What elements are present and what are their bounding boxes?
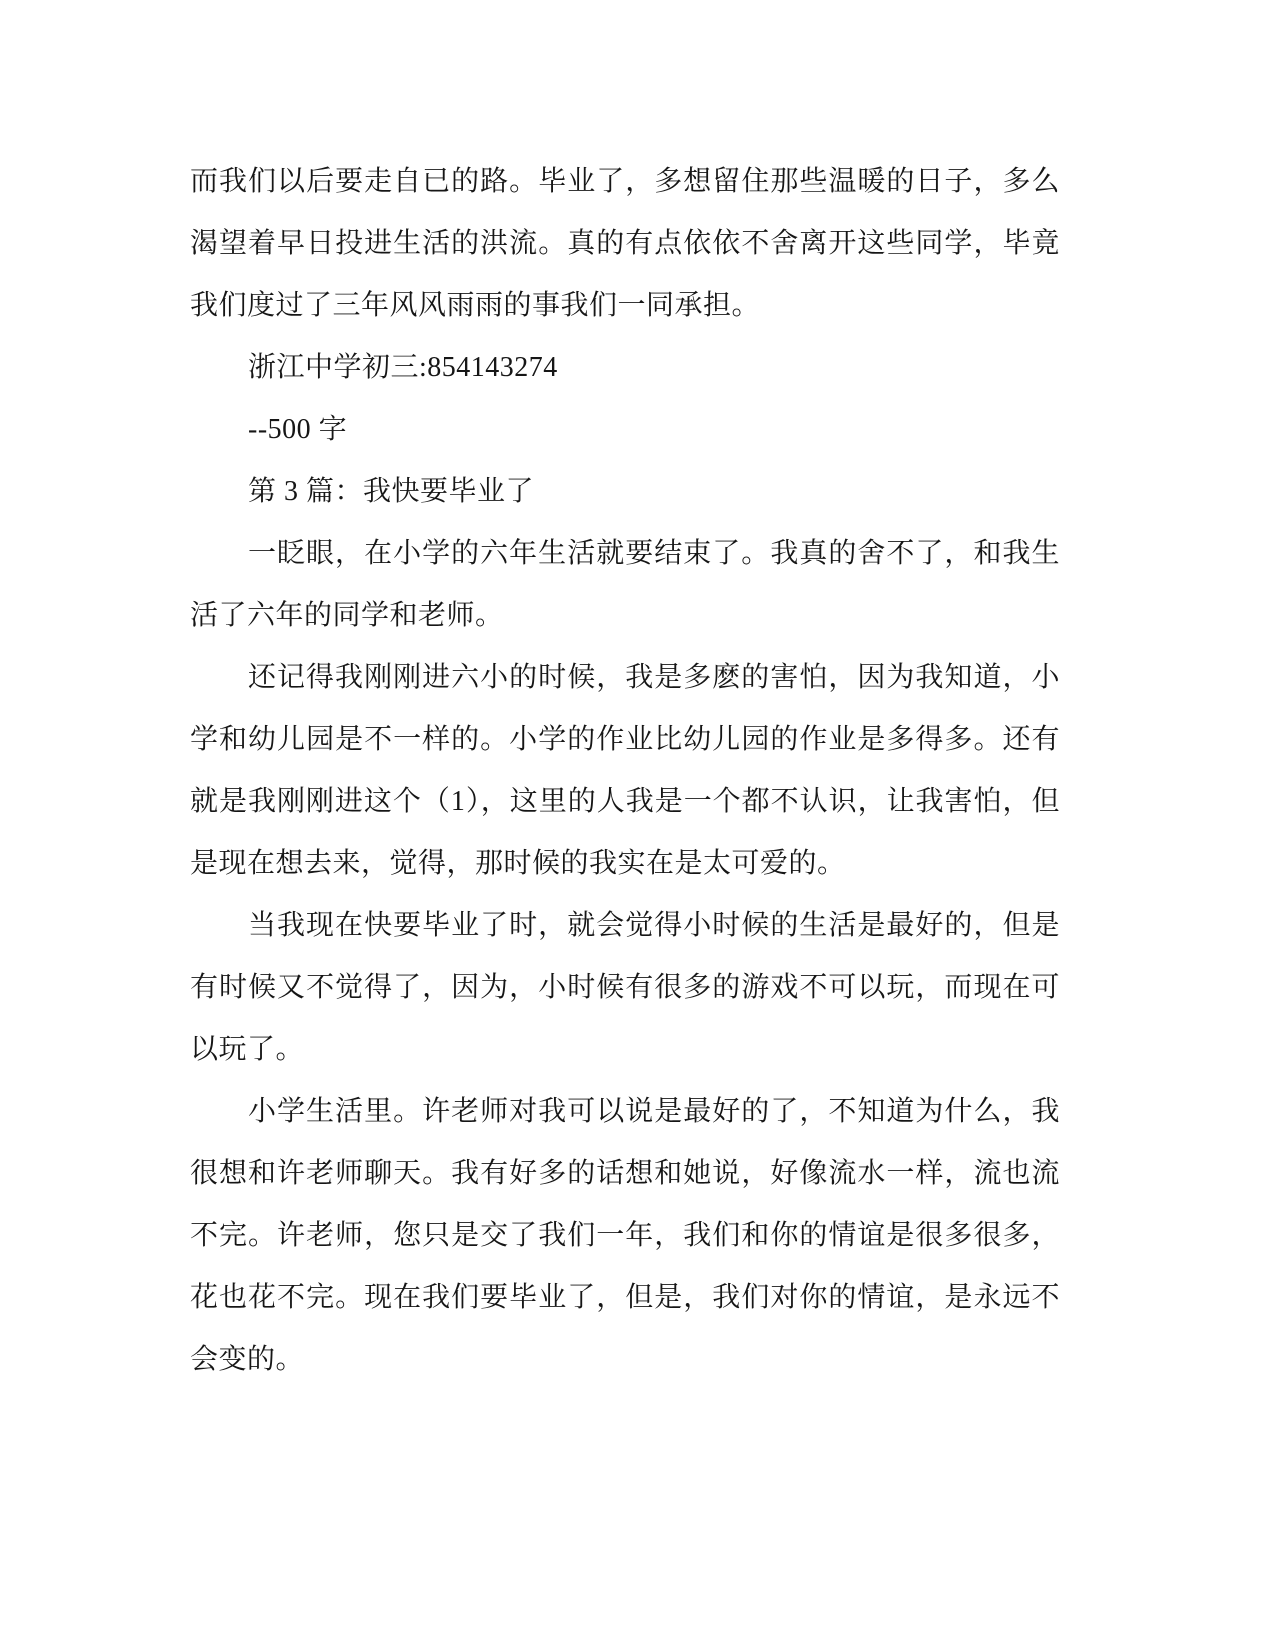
text-line: 以玩了。	[190, 1034, 305, 1065]
paragraph	[190, 461, 1060, 523]
paragraph	[190, 151, 1060, 337]
text-line: 当我现在快要毕业了时，就会觉得小时候的生活是最好的，但是	[248, 910, 1060, 941]
text-line: 有时候又不觉得了，因为，小时候有很多的游戏不可以玩，而现在可	[190, 972, 1060, 1003]
text-line: --500 字	[248, 414, 348, 445]
text-line: 我们度过了三年风风雨雨的事我们一同承担。	[190, 290, 761, 321]
paragraph	[190, 399, 1060, 461]
text-line: 第 3 篇：我快要毕业了	[248, 476, 535, 507]
text-line: 浙江中学初三:854143274	[248, 352, 558, 383]
paragraph	[190, 647, 1060, 895]
paragraph	[190, 895, 1060, 1081]
text-line: 还记得我刚刚进六小的时候，我是多麽的害怕，因为我知道，小	[248, 662, 1060, 693]
paragraph	[190, 337, 1060, 399]
document-body	[190, 151, 1060, 1391]
text-line: 很想和许老师聊天。我有好多的话想和她说，好像流水一样，流也流	[190, 1158, 1060, 1189]
text-line: 活了六年的同学和老师。	[190, 600, 504, 631]
paragraph	[190, 523, 1060, 647]
text-line: 渴望着早日投进生活的洪流。真的有点依依不舍离开这些同学，毕竟	[190, 228, 1060, 259]
text-line: 小学生活里。许老师对我可以说是最好的了，不知道为什么，我	[248, 1096, 1060, 1127]
text-line: 是现在想去来，觉得，那时候的我实在是太可爱的。	[190, 848, 846, 879]
paragraph	[190, 1081, 1060, 1391]
text-line: 学和幼儿园是不一样的。小学的作业比幼儿园的作业是多得多。还有	[190, 724, 1060, 755]
text-line: 会变的。	[190, 1344, 305, 1375]
text-line: 一眨眼，在小学的六年生活就要结束了。我真的舍不了，和我生	[248, 538, 1060, 569]
text-line: 花也花不完。现在我们要毕业了，但是，我们对你的情谊，是永远不	[190, 1282, 1060, 1313]
text-line: 就是我刚刚进这个（1），这里的人我是一个都不认识，让我害怕，但	[190, 786, 1060, 817]
text-line: 不完。许老师，您只是交了我们一年，我们和你的情谊是很多很多，	[190, 1220, 1060, 1251]
text-line: 而我们以后要走自已的路。毕业了，多想留住那些温暖的日子，多么	[190, 166, 1060, 197]
